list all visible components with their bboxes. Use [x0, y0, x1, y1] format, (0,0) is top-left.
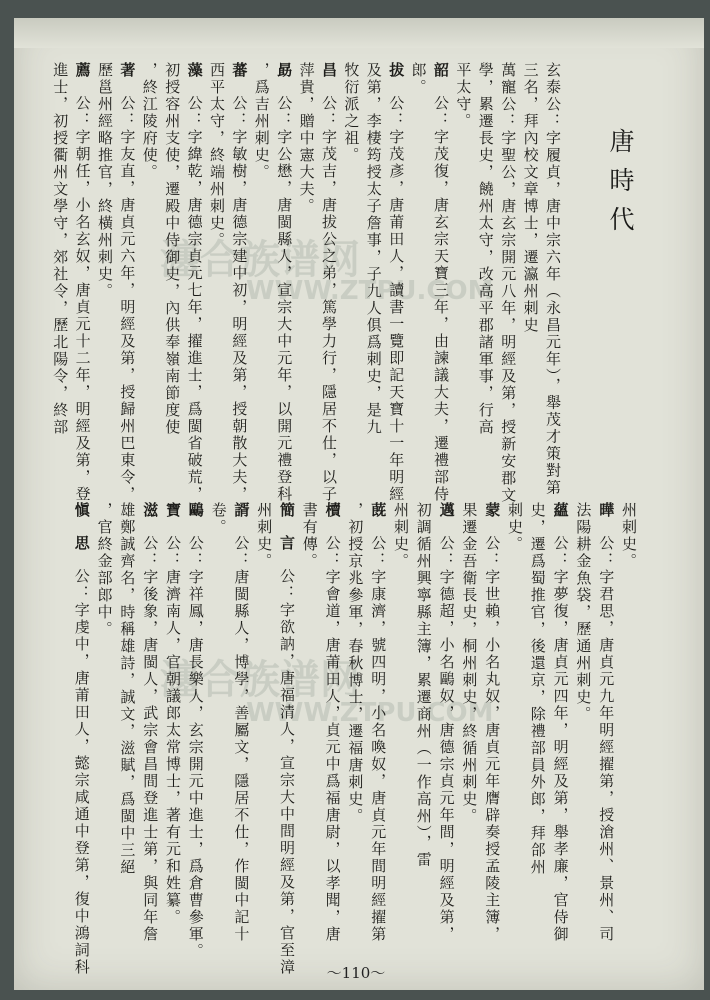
- entry-text: 公：唐閩縣人，博學，善屬文，隱居不仕，作閩中記十: [232, 535, 251, 943]
- biography-entry: [276, 502, 298, 976]
- person-name: 鷗: [186, 502, 205, 535]
- biography-continuation: [208, 502, 230, 536]
- biography-entry: [481, 502, 503, 943]
- biography-continuation: [390, 502, 412, 570]
- entry-text: 三名，拜內校文章博士，遷瀛州刺史: [521, 62, 540, 334]
- biography-continuation: [251, 62, 273, 181]
- biography-continuation: [408, 62, 430, 96]
- entry-text: 公：字會道，唐莆田人，貞元中爲福唐尉，以孝聞，唐: [323, 535, 342, 943]
- entry-text: 公：字君思，唐貞元九年明經擢第，授滄州、景州、司: [597, 535, 616, 943]
- biography-continuation: [344, 502, 366, 825]
- entry-text: 公：字茂彥，唐莆田人，讀書一覽即記天寶十一年明經: [387, 95, 406, 503]
- entry-text: 公：字朝任，小名玄奴，唐貞元十二年，明經及第，登: [73, 95, 92, 503]
- biography-continuation: [116, 502, 138, 876]
- entry-text: 公：字夢復，唐貞元四年，明經及第，舉孝廉，官侍御: [551, 535, 570, 943]
- entry-text: 公：字敏樹，唐德宗建中初，明經及第，授朝散大夫，: [230, 95, 249, 503]
- biography-continuation: [94, 502, 116, 638]
- biography-continuation: [363, 62, 385, 436]
- entry-text: 公：字欲訥，唐福清人，宣宗大中間明經及第，官至漳: [278, 568, 296, 976]
- person-name: 蘊: [551, 502, 570, 535]
- person-name: 韶: [432, 62, 450, 95]
- person-name: 寶: [164, 502, 182, 535]
- entry-text: 公：字後象，唐閩人，武宗會昌間登進士第，與同年詹: [141, 535, 160, 943]
- person-name: 薦: [73, 62, 92, 95]
- entry-text: 公：字虔中，唐莆田人，懿宗咸通中登第，復中鴻詞科: [72, 568, 91, 976]
- biography-continuation: [452, 62, 474, 130]
- biography-continuation: [520, 62, 542, 334]
- entry-text: 公：字公懋，唐閩縣人，宣宗大中元年，以開元禮登科: [275, 95, 294, 503]
- entry-text: ，官終金部郎中。: [95, 502, 114, 638]
- entry-text: 郎。: [409, 62, 428, 96]
- page-number: ～110～: [326, 964, 386, 982]
- biography-continuation: [572, 502, 594, 723]
- entry-text: 州刺史。: [392, 502, 410, 570]
- biography-continuation: [458, 502, 480, 825]
- biography-continuation: [296, 62, 318, 215]
- biography-entry: [116, 62, 138, 503]
- biography-entry: [230, 502, 252, 943]
- biography-entry: [185, 502, 207, 960]
- biography-continuation: [527, 502, 549, 876]
- biography-continuation: [253, 502, 275, 570]
- entry-text: 進士，初授衢州文學守，郊社令，歷北陽令，終部: [51, 62, 70, 436]
- person-name: 蕃: [230, 62, 249, 95]
- entry-text: 初調循州興寧縣主簿，累遷商州（一作高州），雷: [414, 502, 433, 869]
- biography-continuation: [206, 62, 228, 249]
- entry-text: 卷。: [209, 502, 228, 536]
- entry-text: 公：字茂復，唐玄宗天寶三年，由諫議大夫，遷禮部侍: [432, 95, 450, 503]
- biography-continuation: [94, 62, 116, 300]
- biography-continuation: [618, 502, 640, 570]
- entry-text: 萍貴，贈中憲大夫。: [297, 62, 316, 215]
- biography-continuation: [504, 502, 526, 553]
- biography-continuation: [299, 502, 321, 570]
- biography-entry: [162, 502, 184, 926]
- person-name: 藻: [185, 62, 204, 95]
- entry-text: 牧衍派之祖。: [342, 62, 361, 164]
- watermark-top-url: WWW.ZTPU.COM: [246, 276, 494, 306]
- biography-entry: [367, 502, 389, 943]
- page-title: 唐時代: [606, 128, 635, 245]
- entry-text: 學，累遷長史，饒州太守，改高平郡諸軍事，行高: [476, 62, 495, 436]
- entry-text: 法陽耕金魚袋，歷通州刺史。: [574, 502, 593, 723]
- entry-text: ，終江陵府使。: [140, 62, 159, 181]
- entry-text: 初授容州支使，遷殿中侍御史，內供奉嶺南節度使: [163, 62, 182, 436]
- person-name: 諝: [232, 502, 251, 535]
- biography-entry: [436, 502, 458, 943]
- entry-text: 書有傳。: [300, 502, 319, 570]
- biography-entry: [322, 502, 344, 943]
- entry-text: 玄泰公：字履貞，唐中宗六年（永昌元年），舉茂才策對第: [544, 62, 562, 497]
- entry-text: 平太守。: [454, 62, 473, 130]
- entry-text: 歷邕州經略推官，終橫州刺史。: [96, 62, 114, 300]
- person-name: 愼思: [72, 502, 91, 568]
- entry-text: 公：字德超，小名鷗奴，唐德宗貞元年間，明經及第，: [437, 535, 456, 943]
- biography-continuation: [161, 62, 183, 436]
- book-page: [14, 18, 704, 990]
- biography-entry: [228, 62, 250, 503]
- person-name: 滋: [141, 502, 160, 535]
- biography-entry: [72, 62, 94, 503]
- entry-text: 刺史。: [506, 502, 524, 553]
- entry-text: 萬寵公：字聖公，唐玄宗開元八年，明經及第，授新安郡文: [499, 62, 518, 504]
- watermark-top-text: 瀍合族谱网: [160, 237, 360, 283]
- person-name: 著: [118, 62, 137, 95]
- entry-text: 公：字緯乾，唐德宗貞元七年，擢進士，爲閩省破荒，: [185, 95, 204, 503]
- biography-continuation: [497, 62, 519, 504]
- person-name: 昌: [320, 62, 338, 95]
- biography-entry: [318, 62, 340, 503]
- biography-continuation: [542, 62, 564, 497]
- entry-text: 雄鄭誠齊名，時稱雄詩，誠文，滋賦，爲閩中三絕: [118, 502, 137, 876]
- person-name: 簡言: [278, 502, 296, 568]
- biography-continuation: [49, 62, 71, 436]
- entry-text: 州刺史。: [255, 502, 274, 570]
- watermark-bottom-text: 瀍合族谱网: [160, 657, 360, 703]
- entry-text: 公：唐濟南人，官朝議郎太常博士，著有元和姓纂。: [164, 535, 182, 926]
- person-name: 邁: [437, 502, 456, 535]
- entry-text: 公：字世賴，小名丸奴，唐貞元年膺辟奏授孟陵主簿，: [483, 535, 502, 943]
- person-name: 櫝: [323, 502, 342, 535]
- biography-entry: [184, 62, 206, 503]
- entry-text: 公：字茂吉，唐拔公之弟，篤學力行，隱居不仕，以子: [320, 95, 338, 503]
- person-name: 勗: [275, 62, 294, 95]
- person-name: 曄: [597, 502, 616, 535]
- biography-continuation: [139, 62, 161, 181]
- watermark-bottom-url: WWW.ZTPU.COM: [246, 698, 494, 728]
- biography-entry: [71, 502, 93, 976]
- biography-continuation: [413, 502, 435, 869]
- entry-text: 史，遷爲蜀推官，後還京，除禮部員外郎，拜郃州: [528, 502, 547, 876]
- entry-text: 公：字康濟，號四明，小名喚奴，唐貞元年間明經擢第: [369, 535, 388, 943]
- biography-entry: [430, 62, 452, 503]
- person-name: 蔇: [369, 502, 388, 535]
- biography-entry: [550, 502, 572, 943]
- entry-text: 及第，李棲筠授太子詹事，子九人俱爲刺史，是九: [364, 62, 383, 436]
- biography-continuation: [475, 62, 497, 436]
- entry-text: 果遷金吾衛長史，桐州刺史，終循州刺史。: [460, 502, 479, 825]
- entry-text: 州刺史。: [620, 502, 638, 570]
- entry-text: 公：字友直，唐貞元六年，明經及第，授歸州巴東令，: [118, 95, 137, 503]
- biography-entry: [385, 62, 407, 503]
- page-top-shadow: [14, 18, 704, 48]
- entry-text: 公：字祥鳳，唐長樂人，玄宗開元中進士，爲倉曹參軍。: [186, 535, 205, 960]
- biography-entry: [139, 502, 161, 943]
- person-name: 拔: [387, 62, 406, 95]
- entry-text: ，初授京兆參軍，春秋博士，遷福唐刺史。: [346, 502, 365, 825]
- person-name: 蒙: [483, 502, 502, 535]
- biography-entry: [273, 62, 295, 503]
- entry-text: ，爲吉州刺史。: [252, 62, 271, 181]
- entry-text: 西平太守，終端州刺史。: [208, 62, 226, 249]
- biography-continuation: [340, 62, 362, 164]
- biography-entry: [595, 502, 617, 943]
